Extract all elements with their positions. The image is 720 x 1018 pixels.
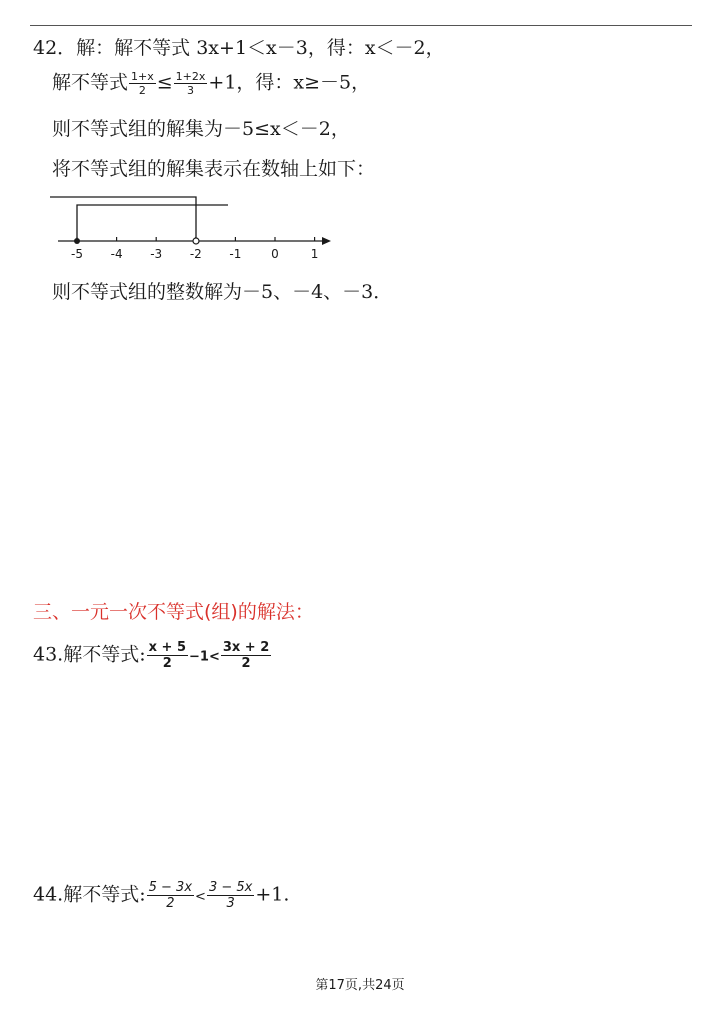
q43-line bbox=[33, 640, 272, 671]
page-number: 第17页,共24页 bbox=[315, 978, 405, 993]
q42-fraction-1-numerator: 1+x bbox=[131, 70, 154, 83]
q43-fraction-2-denominator: 2 bbox=[241, 656, 251, 671]
range-line-x-ge-minus5 bbox=[77, 205, 228, 241]
q43-fraction-2 bbox=[221, 640, 271, 671]
q44-fraction-2-denominator: 3 bbox=[226, 896, 235, 911]
q42-line3: 则不等式组的解集为－5≤x＜－2， bbox=[52, 118, 350, 140]
q44-prefix: 44.解不等式: bbox=[33, 883, 146, 906]
q42-fraction-2 bbox=[174, 70, 208, 97]
section-title: 三、一元一次不等式(组)的解法： bbox=[33, 601, 314, 623]
q42-line4: 将不等式组的解集表示在数轴上如下： bbox=[52, 158, 376, 180]
q44-fraction-1 bbox=[147, 880, 194, 911]
q42-fraction-1-denominator: 2 bbox=[138, 84, 146, 97]
range-line-x-lt-minus2 bbox=[50, 197, 196, 241]
tick-label--3: -3 bbox=[150, 247, 163, 261]
q42-line2-suffix: +1，得：x≥－5， bbox=[208, 71, 371, 94]
q43-fraction-1 bbox=[147, 640, 188, 671]
q44-fraction-1-numerator: 5 − 3x bbox=[148, 880, 193, 895]
q44-middle: < bbox=[195, 889, 206, 905]
open-point-minus2 bbox=[193, 238, 199, 244]
q42-line5: 则不等式组的整数解为－5、－4、－3． bbox=[52, 281, 393, 303]
q44-fraction-1-denominator: 2 bbox=[166, 896, 175, 911]
q42-line2-prefix: 解不等式 bbox=[52, 71, 129, 94]
q43-fraction-1-numerator: x + 5 bbox=[148, 640, 186, 655]
tick-label-0: 0 bbox=[271, 247, 279, 261]
top-rule bbox=[30, 25, 692, 26]
q43-middle: −1< bbox=[189, 649, 220, 665]
solid-point-minus5 bbox=[74, 238, 80, 244]
tick-label--5: -5 bbox=[71, 247, 83, 261]
q43-prefix: 43.解不等式: bbox=[33, 643, 146, 666]
q44-suffix: +1. bbox=[255, 883, 290, 906]
q42-fraction-1 bbox=[129, 70, 156, 97]
number-line bbox=[50, 190, 340, 265]
tick-label--1: -1 bbox=[229, 247, 242, 261]
q43-fraction-2-numerator: 3x + 2 bbox=[222, 640, 270, 655]
q42-line1: 42．解：解不等式 3x+1＜x－3，得：x＜－2， bbox=[33, 37, 445, 59]
tick-label--2: -2 bbox=[189, 247, 202, 261]
q42-fraction-2-denominator: 3 bbox=[187, 84, 195, 97]
q44-fraction-2 bbox=[207, 880, 254, 911]
q44-fraction-2-numerator: 3 − 5x bbox=[208, 880, 253, 895]
tick-label-1: 1 bbox=[310, 247, 319, 261]
q42-fraction-2-numerator: 1+2x bbox=[175, 70, 206, 83]
tick-label--4: -4 bbox=[110, 247, 123, 261]
number-line-arrow bbox=[322, 237, 331, 245]
q42-line2 bbox=[52, 70, 370, 97]
q44-line bbox=[33, 880, 289, 911]
q42-line2-operator: ≤ bbox=[156, 71, 173, 94]
q43-fraction-1-denominator: 2 bbox=[162, 656, 172, 671]
